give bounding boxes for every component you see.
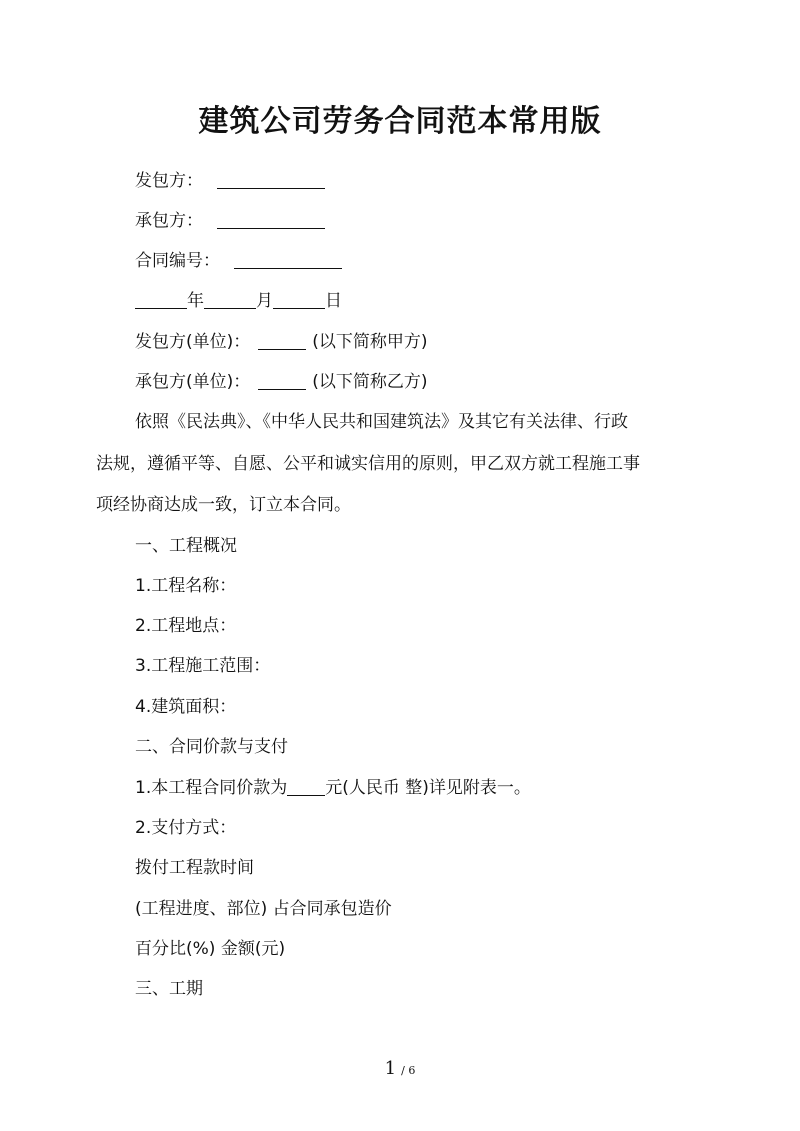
year-label: 年 bbox=[187, 291, 204, 311]
payment-method-item: 2.支付方式： bbox=[135, 818, 237, 838]
contractor-blank[interactable] bbox=[217, 210, 325, 229]
preamble-line-2: 法规，遵循平等、自愿、公平和诚实信用的原则，甲乙双方就工程施工事 bbox=[96, 454, 640, 474]
contractor-label: 承包方： bbox=[135, 211, 203, 231]
project-name-item: 1.工程名称： bbox=[135, 576, 237, 596]
employer-unit-line bbox=[135, 329, 428, 355]
employer-label: 发包方： bbox=[135, 171, 203, 191]
employer-blank[interactable] bbox=[217, 170, 325, 189]
employer-unit-suffix: (以下简称甲方) bbox=[312, 332, 428, 352]
payment-table-line-1: 拨付工程款时间 bbox=[135, 858, 254, 878]
section-2-heading: 二、合同价款与支付 bbox=[135, 737, 288, 757]
contractor-unit-label: 承包方(单位)： bbox=[135, 372, 251, 392]
year-blank[interactable] bbox=[135, 290, 187, 309]
date-line bbox=[135, 288, 342, 314]
contract-price-blank[interactable] bbox=[287, 777, 325, 796]
contractor-unit-line bbox=[135, 369, 428, 395]
contract-no-blank[interactable] bbox=[234, 250, 342, 269]
section-3-heading: 三、工期 bbox=[135, 979, 203, 999]
contract-price-prefix: 1.本工程合同价款为 bbox=[135, 778, 288, 798]
page-total: / 6 bbox=[401, 1064, 416, 1077]
employer-unit-blank[interactable] bbox=[258, 331, 306, 350]
day-blank[interactable] bbox=[273, 290, 325, 309]
project-location-item: 2.工程地点： bbox=[135, 616, 237, 636]
preamble-line-1: 依照《民法典》、《中华人民共和国建筑法》及其它有关法律、行政 bbox=[135, 412, 628, 432]
contract-no-line bbox=[135, 248, 342, 274]
employer-unit-label: 发包方(单位)： bbox=[135, 332, 251, 352]
preamble-line-3: 项经协商达成一致，订立本合同。 bbox=[96, 495, 351, 515]
contractor-unit-suffix: (以下简称乙方) bbox=[312, 372, 428, 392]
contract-price-suffix: 元(人民币 整)详见附表一。 bbox=[325, 778, 531, 798]
building-area-item: 4.建筑面积： bbox=[135, 697, 237, 717]
contract-price-item bbox=[135, 775, 531, 801]
month-label: 月 bbox=[256, 291, 273, 311]
document-title: 建筑公司劳务合同范本常用版 bbox=[198, 104, 602, 139]
page-current: 1 bbox=[384, 1058, 397, 1079]
contractor-unit-blank[interactable] bbox=[258, 371, 306, 390]
project-scope-item: 3.工程施工范围： bbox=[135, 656, 271, 676]
employer-line bbox=[135, 168, 325, 194]
day-label: 日 bbox=[325, 291, 342, 311]
contract-no-label: 合同编号： bbox=[135, 251, 220, 271]
payment-table-line-3: 百分比(%) 金额(元) bbox=[135, 939, 286, 959]
payment-table-line-2: (工程进度、部位) 占合同承包造价 bbox=[135, 899, 392, 919]
contractor-line bbox=[135, 208, 325, 234]
month-blank[interactable] bbox=[204, 290, 256, 309]
page-number bbox=[0, 1058, 800, 1079]
section-1-heading: 一、工程概况 bbox=[135, 536, 237, 556]
